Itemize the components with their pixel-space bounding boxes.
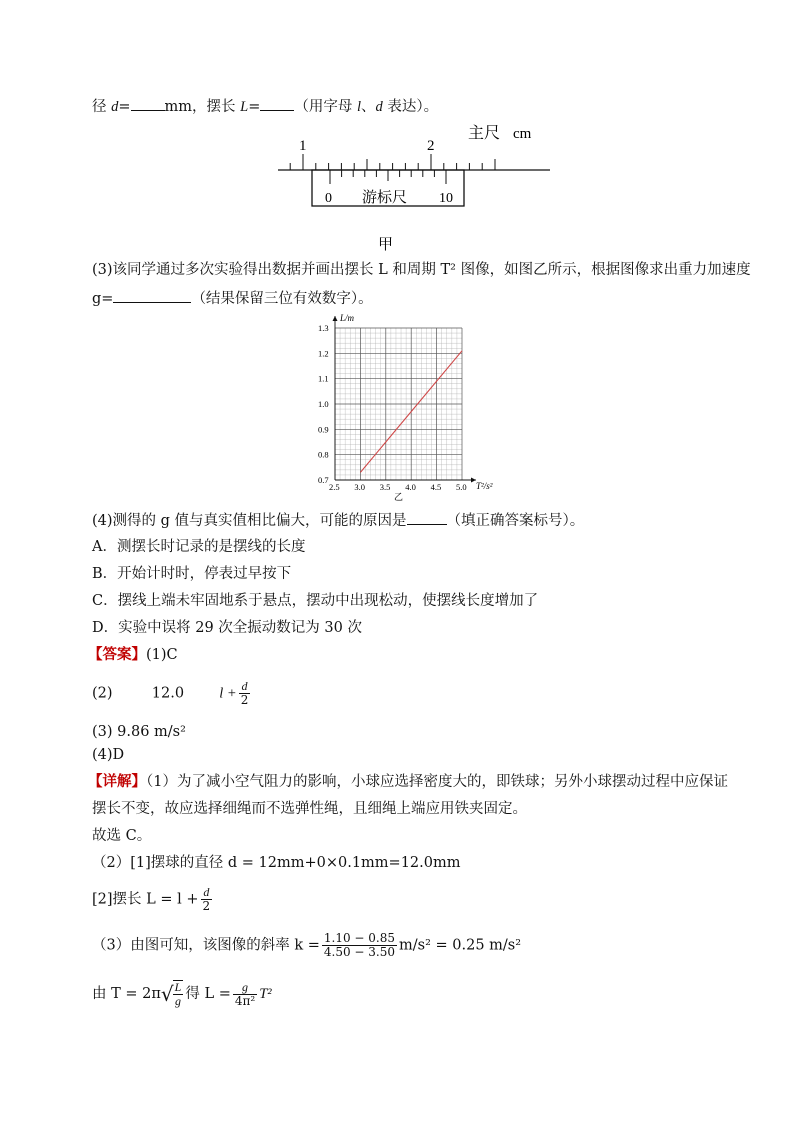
y-tick-label: 1.2 — [318, 348, 329, 359]
vernier-scale-ticks — [330, 170, 446, 184]
x-tick-label: 4.0 — [405, 482, 416, 492]
answer-blank-g[interactable] — [113, 288, 191, 303]
q3-line-2 — [92, 288, 373, 309]
answer-blank-d[interactable] — [131, 96, 165, 111]
text: mm，摆长 — [164, 99, 241, 115]
sqrt-L-over-g: √ $\frac{L}{g}$ — [160, 980, 182, 1008]
text: 表达）。 — [382, 99, 439, 115]
var-l: l — [356, 99, 361, 115]
text: 径 — [92, 99, 112, 115]
q4-option-a: A．测摆长时记录的是摆线的长度 — [92, 539, 306, 555]
main-tick-label-1: 1 — [299, 138, 307, 154]
explain-line-5 — [92, 886, 214, 913]
numerator: L — [174, 980, 182, 994]
numerator: d — [239, 680, 251, 694]
y-tick-label: 1.3 — [318, 323, 329, 333]
unit-label: cm — [513, 126, 532, 142]
text: （3）由图可知，该图像的斜率 k = — [92, 937, 320, 954]
y-tick-label: 0.8 — [318, 449, 329, 460]
L-vs-T2-graph — [300, 308, 510, 504]
q4-stem — [92, 510, 584, 531]
answer-blank-L[interactable] — [260, 96, 294, 111]
y-tick-label: 1.0 — [318, 399, 329, 409]
numerator: d — [201, 886, 213, 900]
y-axis-arrow — [333, 316, 338, 321]
text: (4)测得的 g 值与真实值相比偏大，可能的原因是 — [92, 513, 407, 529]
y-tick-label: 0.7 — [318, 475, 329, 485]
q2-line — [92, 96, 438, 117]
text: m/s² = 0.25 m/s² — [399, 937, 522, 954]
vernier-tick-label-0: 0 — [325, 191, 332, 206]
q3-line-1: (3)该同学通过多次实验得出数据并画出摆长 L 和周期 T² 图像，如图乙所示，根据图像求出重力加速度 — [92, 262, 751, 278]
text: 由 T = 2π — [92, 986, 161, 1002]
text: （填正确答案标号）。 — [446, 513, 585, 529]
x-tick-labels — [329, 482, 467, 492]
answer-line-2 — [92, 680, 252, 707]
answer-line-4: (4)D — [92, 747, 125, 763]
answer-1: (1)C — [146, 647, 178, 663]
var-d: d — [111, 99, 119, 115]
x-axis-label: T²/s² — [476, 481, 493, 491]
explain-line-4: （2）[1]摆球的直径 d = 12mm+0×0.1mm=12.0mm — [92, 855, 461, 871]
explain-line-7 — [92, 980, 272, 1008]
var-L: L — [240, 99, 249, 115]
text: g= — [92, 291, 114, 307]
vernier-caliper-figure — [270, 118, 560, 258]
text: T² — [259, 986, 272, 1002]
answer-2-value: 12.0 — [151, 685, 185, 702]
answer-2-label: (2) — [92, 685, 113, 702]
axes — [333, 316, 477, 483]
vernier-scale-label: 游标尺 — [362, 190, 408, 206]
y-tick-label: 1.1 — [318, 373, 329, 384]
main-scale-label: 主尺 — [468, 125, 501, 142]
grid-major — [335, 328, 462, 480]
text: （用字母 — [294, 99, 357, 115]
q4-option-b: B．开始计时时，停表过早按下 — [92, 566, 292, 582]
y-tick-label: 0.9 — [318, 424, 329, 435]
var-d: d — [375, 99, 383, 115]
x-tick-label: 5.0 — [456, 482, 467, 492]
explain-line-2: 摆长不变，故应选择细绳而不选弹性绳，且细绳上端应用铁夹固定。 — [92, 801, 527, 817]
text: = — [248, 99, 261, 115]
q4-option-d: D．实验中误将 29 次全振动数记为 30 次 — [92, 620, 362, 636]
q4-option-c: C．摆线上端未牢固地系于悬点，摆动中出现松动，使摆线长度增加了 — [92, 593, 539, 609]
denominator: 2 — [202, 899, 211, 913]
answer-tag: 【答案】 — [88, 646, 146, 663]
numerator: g — [233, 981, 257, 995]
text: 、 — [361, 99, 376, 115]
text: = — [118, 99, 131, 115]
fraction-g-over-4pi2 — [233, 981, 257, 1008]
answer-line-3: (3) 9.86 m/s² — [92, 724, 186, 740]
text: [2]摆长 L = l + — [92, 891, 199, 908]
fraction-d-over-2 — [201, 886, 213, 913]
answer-blank-q4[interactable] — [407, 510, 447, 525]
denominator: 2 — [240, 693, 249, 707]
y-axis-label: L/m — [340, 313, 355, 323]
explain-line-1 — [88, 772, 728, 792]
text: 得 L = — [185, 986, 231, 1002]
explain-line-6 — [92, 932, 521, 959]
main-tick-label-2: 2 — [427, 138, 435, 154]
answer-2-expr: l + — [219, 685, 237, 702]
graph-caption-yi: 乙 — [394, 492, 404, 502]
figure-caption-jia: 甲 — [378, 237, 394, 253]
answer-line-1 — [88, 645, 178, 665]
numerator: 1.10 − 0.85 — [323, 931, 396, 945]
text: （1）为了减小空气阻力的影响，小球应选择密度大的，即铁球；另外小球摆动过程中应保证 — [146, 774, 728, 790]
text: （结果保留三位有效数字）。 — [191, 291, 373, 307]
denominator: g — [175, 994, 181, 1008]
y-tick-labels — [318, 323, 329, 485]
explain-tag: 【详解】 — [88, 773, 146, 790]
x-tick-label: 4.5 — [430, 482, 442, 492]
denominator: 4π² — [234, 993, 256, 1008]
denominator: 4.50 − 3.50 — [323, 945, 396, 959]
fraction-slope — [322, 932, 397, 959]
x-tick-label: 3.0 — [354, 482, 366, 492]
x-tick-label: 3.5 — [379, 482, 391, 492]
vernier-tick-label-10: 10 — [439, 191, 453, 206]
fraction-d-over-2 — [239, 680, 251, 707]
explain-line-3: 故选 C。 — [92, 828, 152, 844]
x-tick-label: 2.5 — [329, 482, 340, 492]
main-scale-ticks — [290, 154, 495, 170]
